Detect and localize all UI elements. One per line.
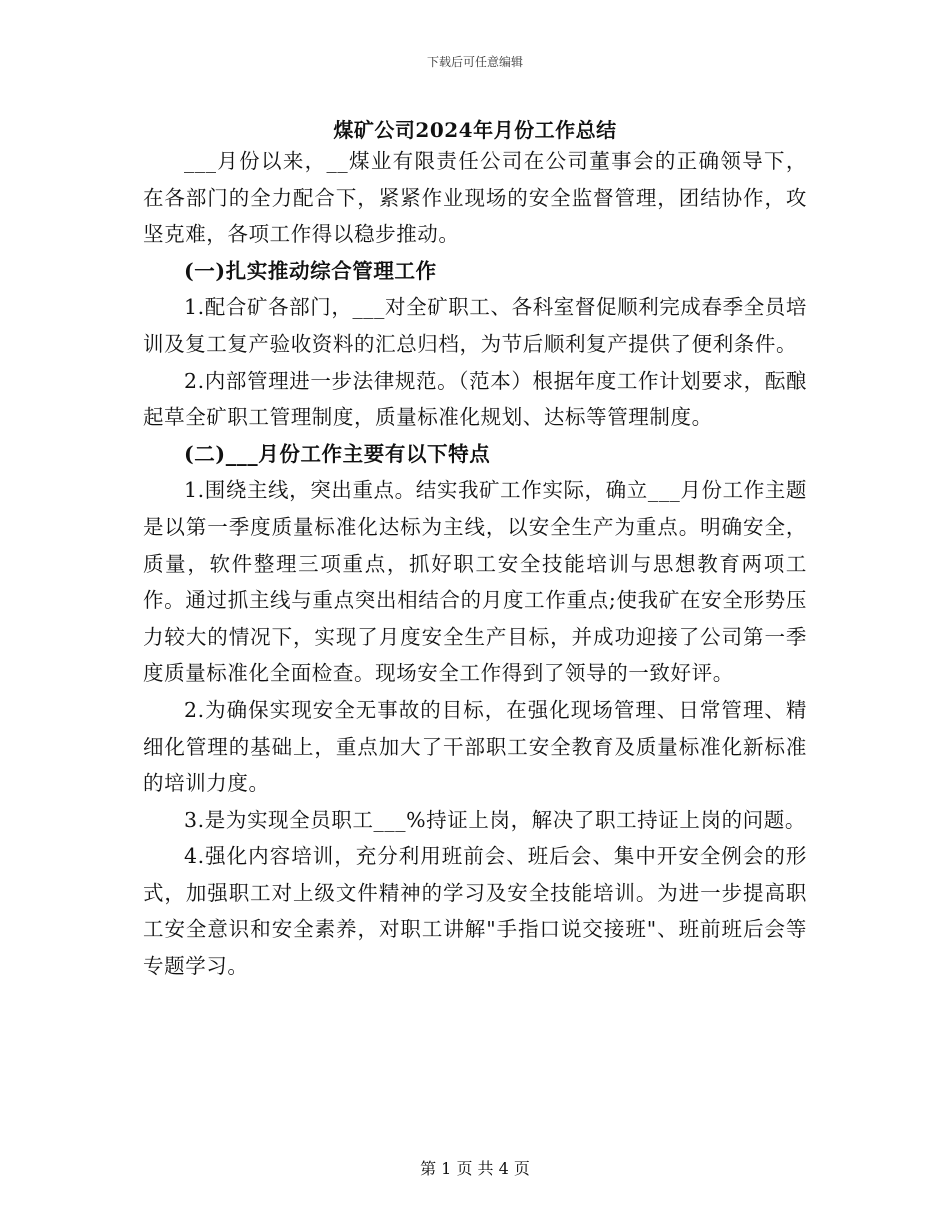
document-body <box>143 143 807 985</box>
section-heading-2: (二)___月份工作主要有以下特点 <box>184 441 491 466</box>
intro-paragraph: ___月份以来，__煤业有限责任公司在公司董事会的正确领导下，在各部门的全力配合下，紧紧作业现场的安全监督管理，团结协作，攻坚克难，各项工作得以稳步推动。 <box>143 149 807 247</box>
section1-item-1: 1.配合矿各部门，___对全矿职工、各科室督促顺利完成春季全员培训及复工复产验收资料的汇总归档，为节后顺利复产提供了便利条件。 <box>143 295 808 356</box>
section-heading-1: (一)扎实推动综合管理工作 <box>184 258 437 283</box>
section2-item-3: 3.是为实现全员职工___%持证上岗，解决了职工持证上岗的问题。 <box>184 807 806 832</box>
page-footer: 第 1 页 共 4 页 <box>420 1159 530 1178</box>
document-title: 煤矿公司2024年月份工作总结 <box>333 118 617 142</box>
section2-item-4: 4.强化内容培训，充分利用班前会、班后会、集中开安全例会的形式，加强职工对上级文件精神的学习及安全技能培训。为进一步提高职工安全意识和安全素养，对职工讲解"手指口说交接班"、班前班后会等专题学习。 <box>143 844 807 979</box>
section1-item-2: 2.内部管理进一步法律规范。（范本）根据年度工作计划要求，酝酿起草全矿职工管理制度，质量标准化规划、达标等管理制度。 <box>143 368 807 430</box>
section2-item-2: 2.为确保实现安全无事故的目标，在强化现场管理、日常管理、精细化管理的基础上，重点加大了干部职工安全教育及质量标准化新标准的培训力度。 <box>143 697 807 796</box>
header-note: 下载后可任意编辑 <box>426 55 523 69</box>
section2-item-1: 1.围绕主线，突出重点。结实我矿工作实际，确立___月份工作主题是以第一季度质量标准化达标为主线，以安全生产为重点。明确安全，质量，软件整理三项重点，抓好职工安全技能培训与思想教育两项工作。通过抓主线与重点突出相结合的月度工作重点;使我矿在安全形势压力较大的情况下，实现了月度安全生产目标，并成功迎接了公司第一季度质量标准化全面检查。现场安全工作得到了领导的一致好评。 <box>143 478 808 686</box>
